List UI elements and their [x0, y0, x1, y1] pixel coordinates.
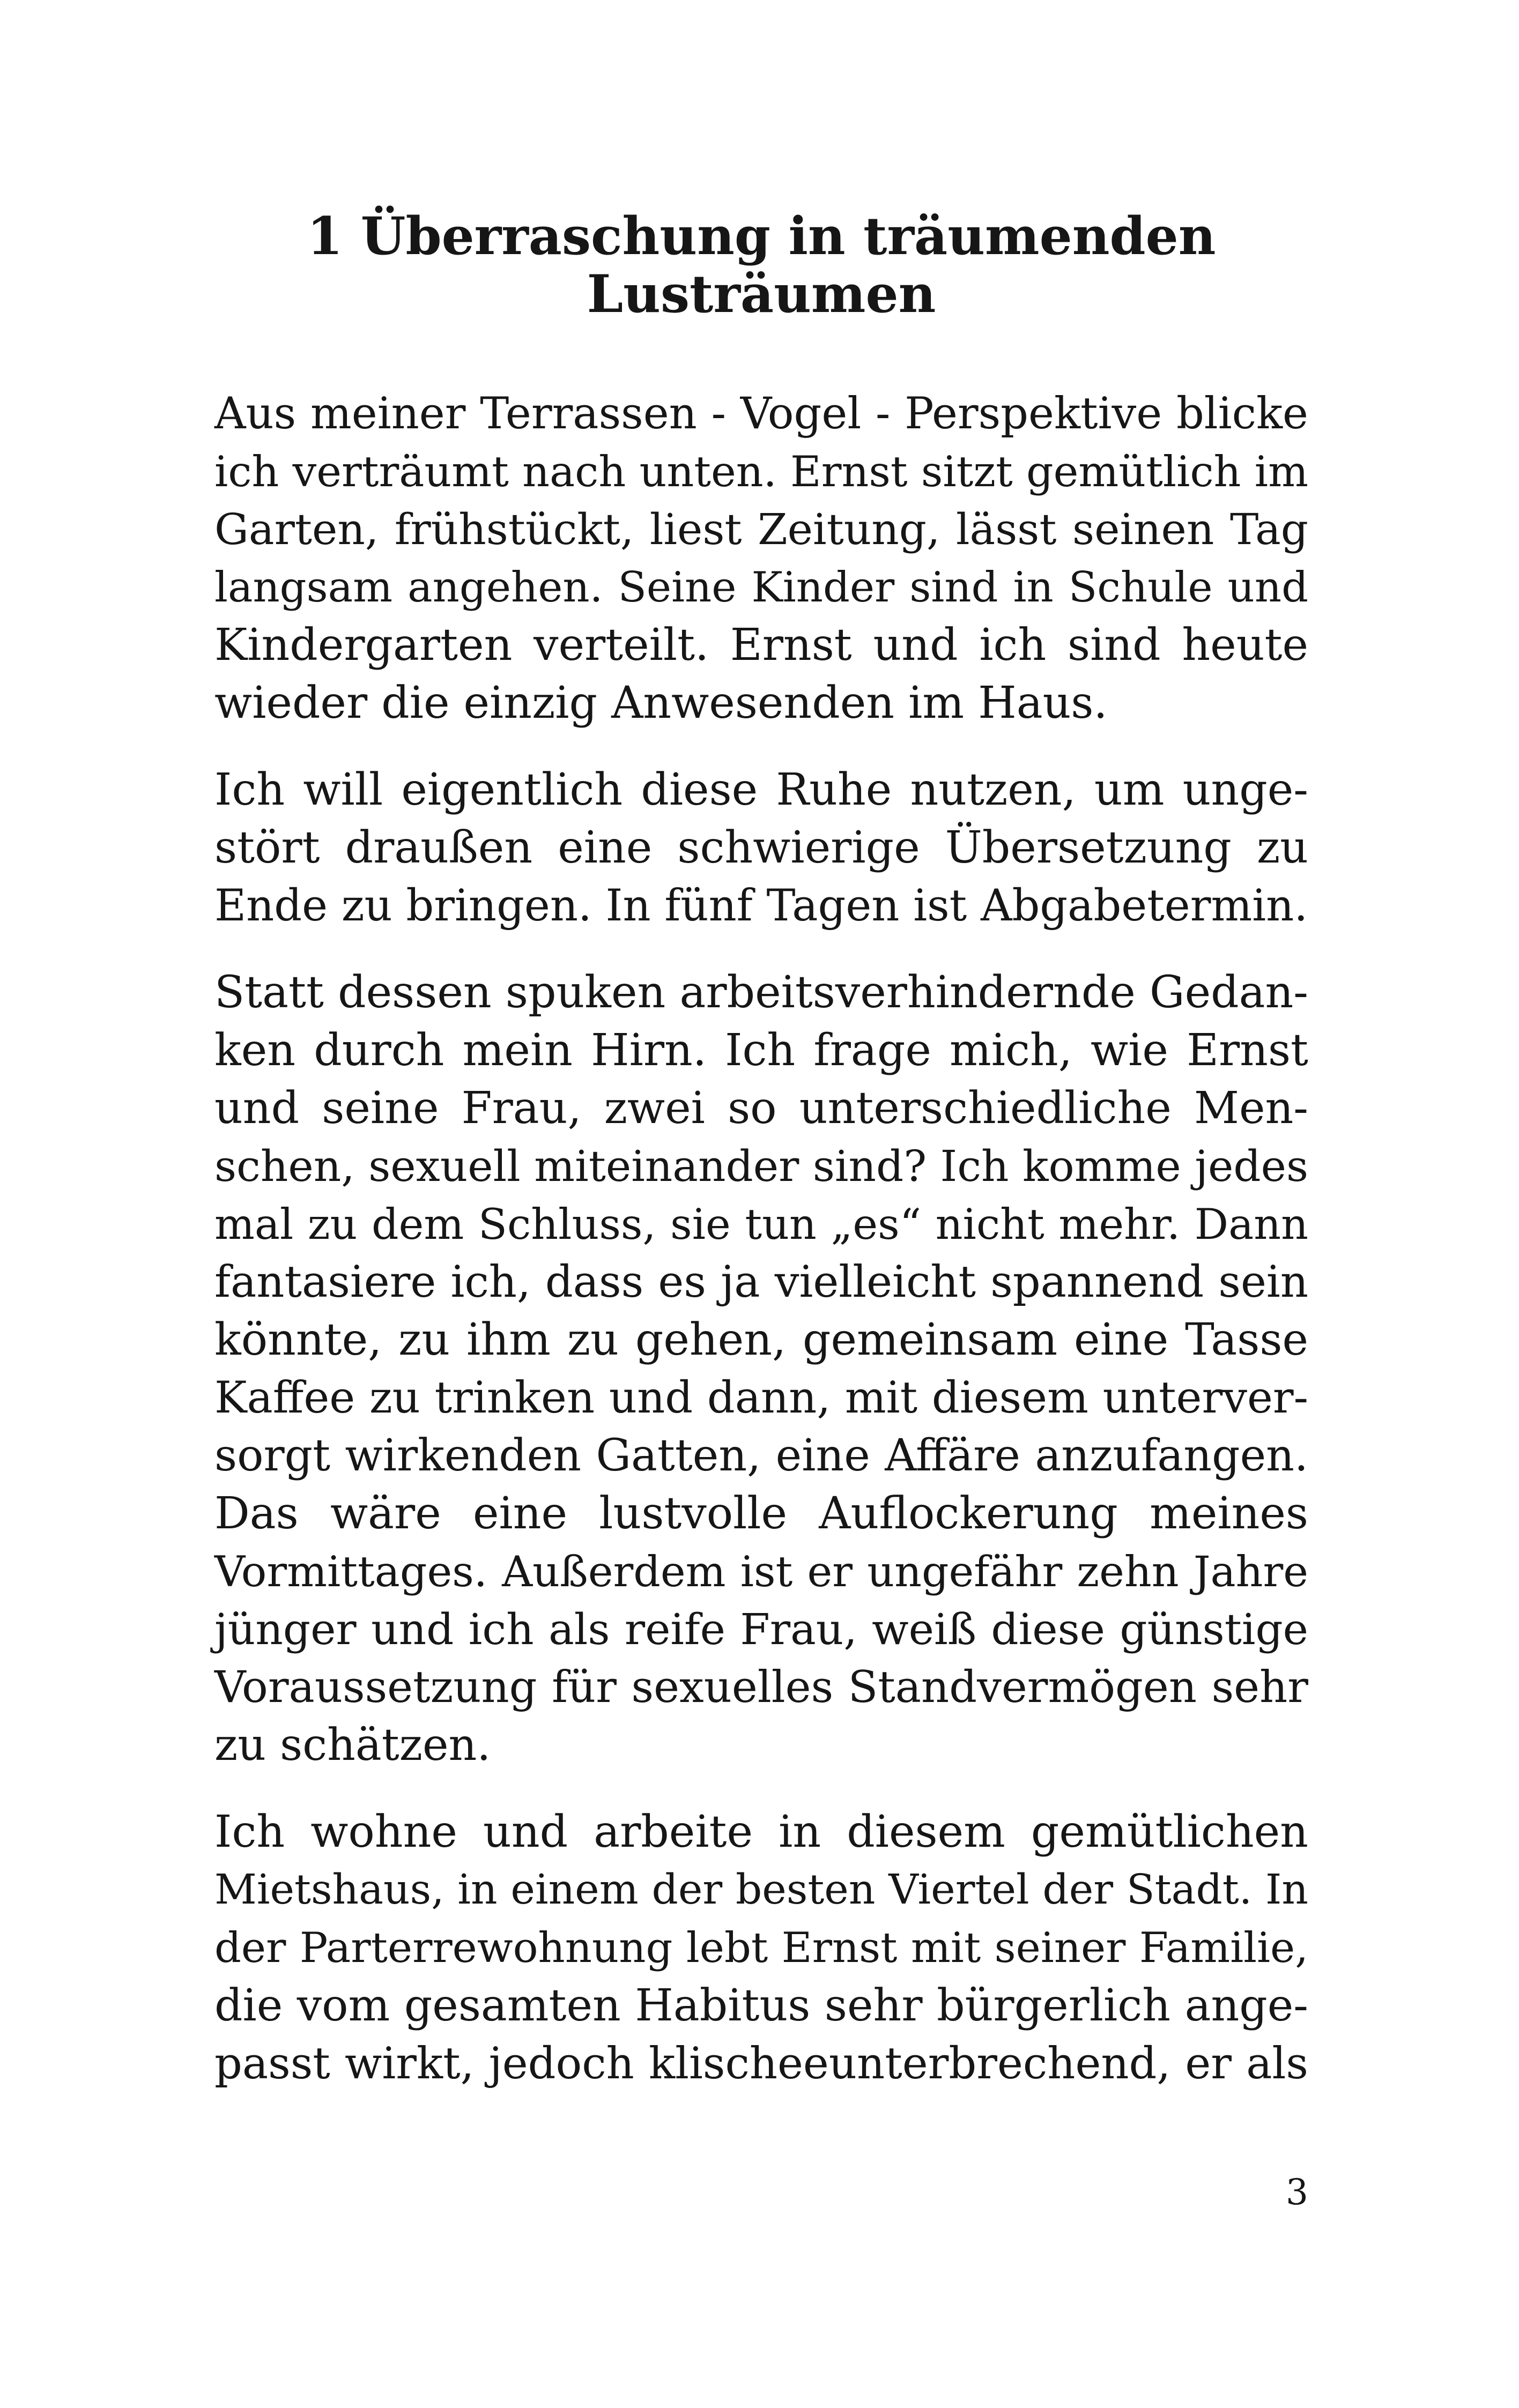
text-line: jünger und ich als reife Frau, weiß diese günstige: [214, 1604, 1308, 1654]
text-line: Statt dessen spuken arbeitsverhindernde Gedan-: [214, 967, 1308, 1018]
text-line: sorgt wirkenden Gatten, eine Affäre anzufangen.: [214, 1430, 1308, 1481]
chapter-body: [214, 385, 1308, 2122]
paragraph-4: [214, 1803, 1308, 2093]
text-line: Kaffee zu trinken und dann, mit diesem unterver-: [214, 1373, 1308, 1423]
paragraph-1: [214, 385, 1308, 732]
text-line: Kindergarten verteilt. Ernst und ich sind heute: [214, 620, 1308, 671]
text-line: Vormittages. Außerdem ist er ungefähr zehn Jahre: [214, 1547, 1308, 1596]
page-number: 3: [1286, 2172, 1308, 2213]
chapter-title-line-2: Lusträumen: [587, 264, 936, 324]
text-line: Ich wohne und arbeite in diesem gemütlichen: [214, 1807, 1308, 1857]
text-line: langsam angehen. Seine Kinder sind in Schule und: [214, 563, 1308, 612]
text-line: stört draußen eine schwierige Übersetzung zu: [214, 822, 1308, 873]
text-line: Ende zu bringen. In fünf Tagen ist Abgabetermin.: [214, 881, 1308, 931]
chapter-title-line-1: 1 Überraschung in träumenden: [307, 206, 1216, 266]
text-line: Garten, frühstückt, liest Zeitung, lässt seinen Tag: [214, 504, 1308, 554]
text-line: Voraussetzung für sexuelles Standvermögen sehr: [214, 1662, 1308, 1713]
text-line: Aus meiner Terrassen - Vogel - Perspektive blicke: [214, 389, 1308, 439]
paragraph-3: [214, 964, 1308, 1774]
text-line: ich verträumt nach unten. Ernst sitzt gemütlich im: [214, 447, 1308, 496]
chapter-title: [214, 204, 1308, 324]
text-line: Das wäre eine lustvolle Auflockerung meines: [214, 1488, 1308, 1539]
text-line: wieder die einzig Anwesenden im Haus.: [214, 678, 1108, 729]
text-line: schen, sexuell miteinander sind? Ich komme jedes: [214, 1141, 1308, 1191]
text-line: fantasiere ich, dass es ja vielleicht spannend sein: [214, 1257, 1308, 1307]
text-line: könnte, zu ihm zu gehen, gemeinsam eine Tasse: [214, 1314, 1308, 1365]
text-line: die vom gesamten Habitus sehr bürgerlich ange-: [214, 1980, 1308, 2031]
paragraph-2: [214, 761, 1308, 935]
text-line: zu schätzen.: [214, 1720, 491, 1771]
text-line: der Parterrewohnung lebt Ernst mit seiner Familie,: [214, 1924, 1308, 1972]
text-line: und seine Frau, zwei so unterschiedliche Men-: [214, 1083, 1308, 1134]
text-line: mal zu dem Schluss, sie tun „es“ nicht mehr. Dann: [214, 1200, 1308, 1249]
text-line: Ich will eigentlich diese Ruhe nutzen, um unge-: [214, 764, 1308, 815]
text-line: passt wirkt, jedoch klischeeunterbrechend, er als: [214, 2039, 1308, 2089]
text-line: Mietshaus, in einem der besten Viertel der Stadt. In: [214, 1866, 1308, 1914]
text-line: ken durch mein Hirn. Ich frage mich, wie Ernst: [214, 1025, 1308, 1076]
